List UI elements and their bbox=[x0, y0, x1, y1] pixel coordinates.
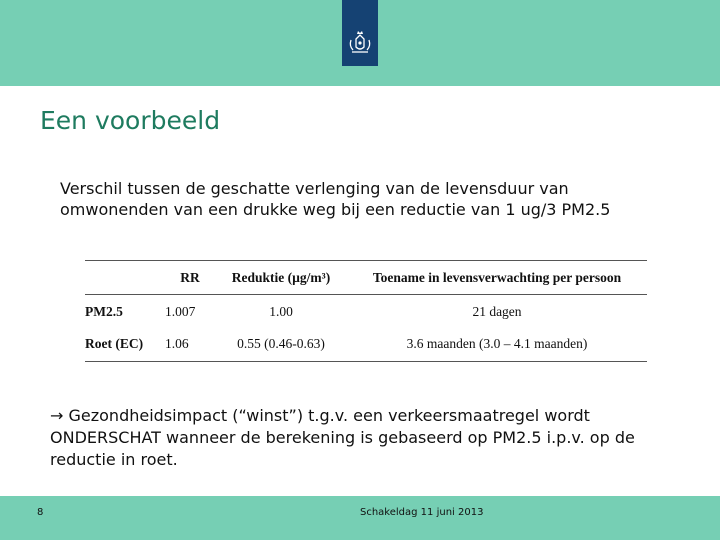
table-bottom-rule bbox=[85, 361, 647, 362]
slide-number: 8 bbox=[37, 507, 44, 518]
conclusion-text: → Gezondheidsimpact (“winst”) t.g.v. een verkeersmaatregel wordt ONDERSCHAT wanneer de berekening is gebaseerd op PM2.5 i.p.v. op de reductie in roet. bbox=[50, 406, 635, 469]
slide-title: Een voorbeeld bbox=[40, 106, 221, 135]
table-cell: 3.6 maanden (3.0 – 4.1 maanden) bbox=[406, 336, 588, 351]
footer-text: Schakeldag 11 juni 2013 bbox=[360, 507, 484, 518]
table-row bbox=[85, 296, 647, 328]
table-header-row bbox=[85, 260, 647, 296]
table-cell: 0.55 (0.46-0.63) bbox=[237, 336, 325, 351]
header-cell: Reduktie (µg/m³) bbox=[231, 270, 331, 285]
table-cell: 1.06 bbox=[165, 336, 189, 351]
header-cell bbox=[85, 260, 165, 296]
coat-of-arms-icon bbox=[347, 30, 373, 56]
table-row bbox=[85, 328, 647, 360]
logo bbox=[342, 0, 378, 66]
footer-bar bbox=[0, 496, 720, 540]
row-label: PM2.5 bbox=[85, 304, 123, 319]
header-cell: RR bbox=[180, 270, 200, 285]
results-table bbox=[85, 260, 647, 362]
header-cell: Toename in levensverwachting per persoon bbox=[372, 270, 622, 285]
intro-text: Verschil tussen de geschatte verlenging van de levensduur van omwonenden van een drukke weg bij een reductie van 1 ug/3 PM2.5 bbox=[60, 179, 611, 219]
table-cell: 21 dagen bbox=[472, 304, 522, 319]
table-cell: 1.007 bbox=[165, 304, 196, 319]
table-cell: 1.00 bbox=[269, 304, 293, 319]
row-label: Roet (EC) bbox=[85, 336, 144, 351]
